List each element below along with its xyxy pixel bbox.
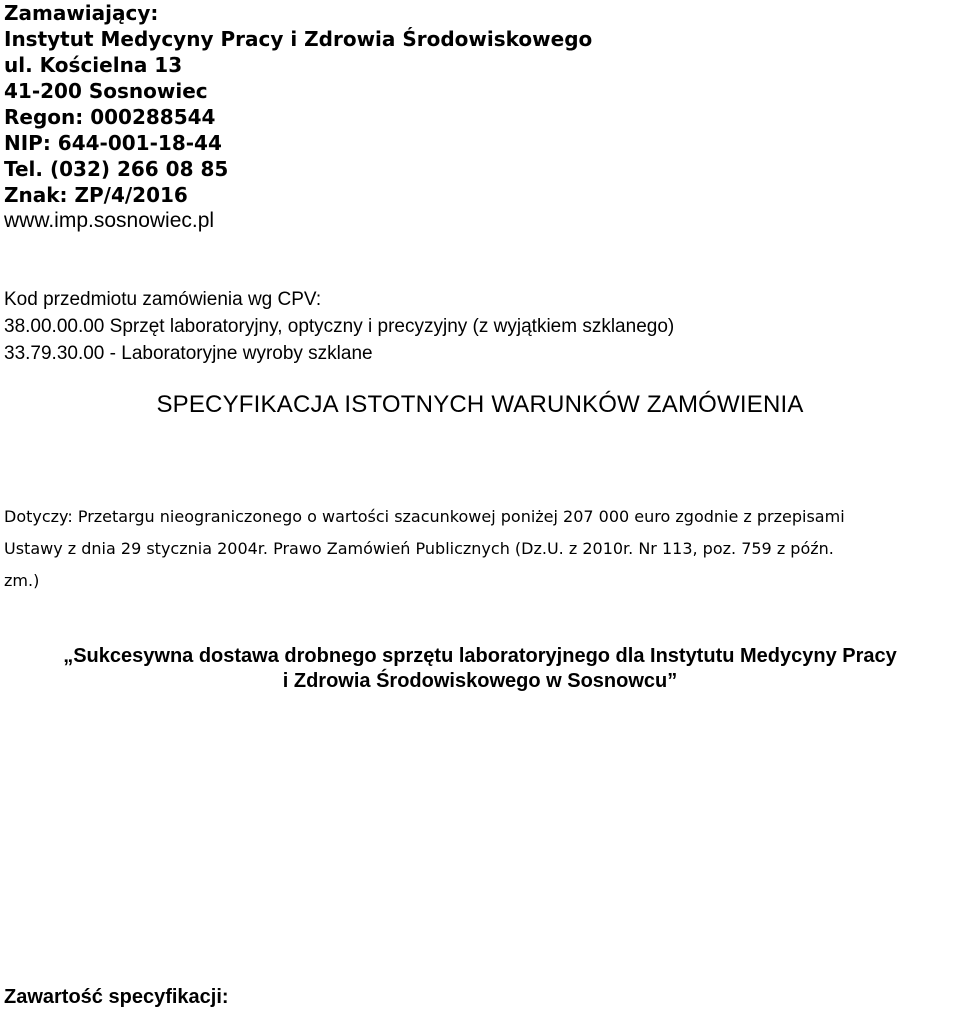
- orderer-name: Instytut Medycyny Pracy i Zdrowia Środowiskowego: [4, 27, 593, 51]
- concerns-line: Dotyczy: Przetargu nieograniczonego o wartości szacunkowej poniżej 207 000 euro zgodnie z przepisami: [4, 507, 845, 526]
- cpv-title: Kod przedmiotu zamówienia wg CPV:: [4, 289, 322, 310]
- subject-line: „Sukcesywna dostawa drobnego sprzętu laboratoryjnego dla Instytutu Medycyny Pracy: [63, 645, 897, 667]
- orderer-block: [4, 0, 592, 234]
- orderer-street: ul. Kościelna 13: [4, 53, 183, 77]
- contents-heading: Zawartość specyfikacji:: [4, 986, 229, 1008]
- orderer-website-link[interactable]: www.imp.sosnowiec.pl: [4, 209, 215, 232]
- orderer-phone: Tel. (032) 266 08 85: [4, 157, 229, 181]
- cpv-code-line: 33.79.30.00 - Laboratoryjne wyroby szklane: [4, 343, 373, 364]
- concerns-line: zm.): [4, 571, 40, 590]
- cpv-code-line: 38.00.00.00 Sprzęt laboratoryjny, optyczny i precyzyjny (z wyjątkiem szklanego): [4, 316, 675, 337]
- orderer-regon: Regon: 000288544: [4, 105, 216, 129]
- concerns-paragraph: [4, 501, 959, 597]
- procurement-subject: [0, 644, 960, 694]
- orderer-reference: Znak: ZP/4/2016: [4, 183, 188, 207]
- subject-line: i Zdrowia Środowiskowego w Sosnowcu”: [282, 670, 678, 692]
- orderer-label: Zamawiający:: [4, 1, 159, 25]
- orderer-city: 41-200 Sosnowiec: [4, 79, 208, 103]
- orderer-nip: NIP: 644-001-18-44: [4, 131, 222, 155]
- cpv-block: [4, 286, 674, 367]
- specification-title: SPECYFIKACJA ISTOTNYCH WARUNKÓW ZAMÓWIENIA: [156, 391, 804, 418]
- concerns-line: Ustawy z dnia 29 stycznia 2004r. Prawo Zamówień Publicznych (Dz.U. z 2010r. Nr 113, poz. 759 z późn.: [4, 539, 834, 558]
